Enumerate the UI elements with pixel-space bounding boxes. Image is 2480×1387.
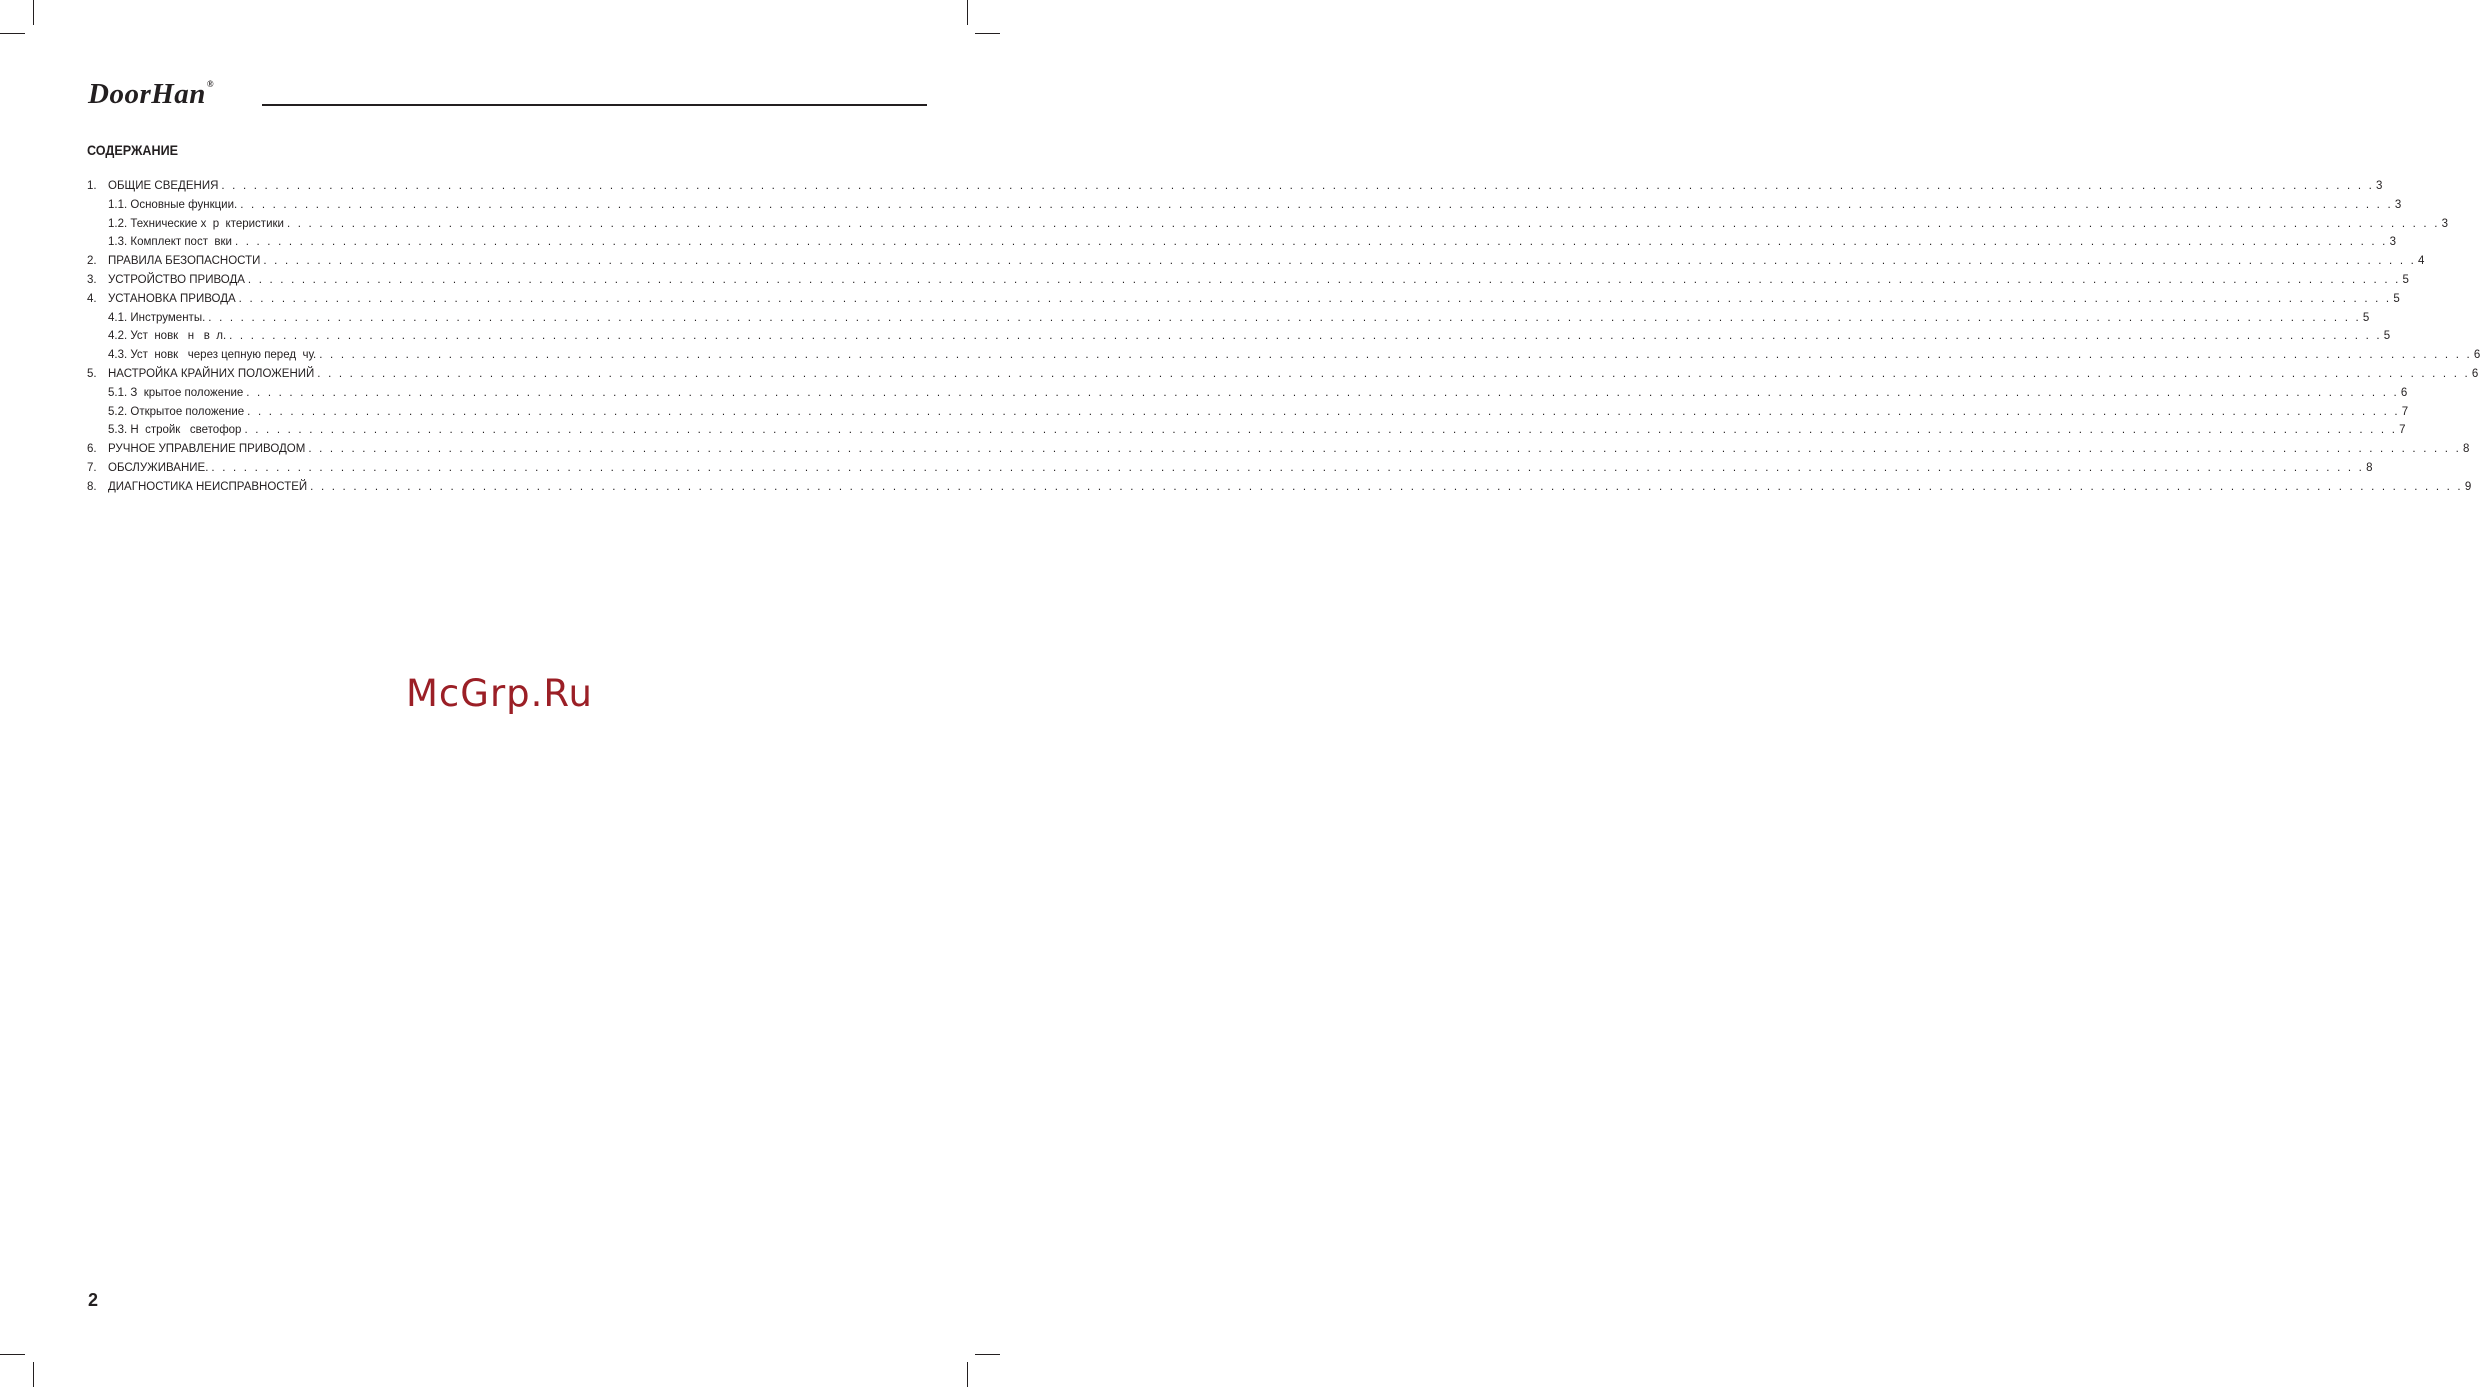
toc-entry-page: 7 (2399, 424, 2406, 437)
toc-entry-page: 5 (2402, 273, 2409, 286)
toc-entry[interactable] (87, 233, 2396, 252)
toc-entry-page: 9 (2464, 480, 2472, 493)
toc-entry[interactable] (87, 177, 2383, 196)
toc-entry-label: ДИАГНОСТИКА НЕИСПРАВНОСТЕЙ (108, 480, 308, 493)
toc-entry-page: 6 (2473, 349, 2480, 362)
toc-entry-page: 3 (2376, 180, 2383, 192)
toc-leader-dots: . . . . . . . . . . . . . . . . . . . . . . . . . . . . . . . . . . . . . . . . . . . . . . . . . . . . . . . . . . . . . . . . . . . . . . . . . . . . . . . . . . . . . . . . . . . . . . . . . . . . . . . . . . . . . . . . . . . . . . . . . . . . . . . . . . . . . . . . . . . . . . . . . . . . . . . . . . . . . . . . . . . . . . . . . . . . . . . . . . . . . . . . . . . . . . . . . . . . . . . . (234, 236, 2388, 249)
toc-leader-dots: . . . . . . . . . . . . . . . . . . . . . . . . . . . . . . . . . . . . . . . . . . . . . . . . . . . . . . . . . . . . . . . . . . . . . . . . . . . . . . . . . . . . . . . . . . . . . . . . . . . . . . . . . . . . . . . . . . . . . . . . . . . . . . . . . . . . . . . . . . . . . . . . . . . . . . . . . . . . . . . . . . . . . . . . . . . . . . . . . . . . . . . . . . . . . . . . . . . . . . . . (238, 292, 2392, 305)
toc-title: СОДЕРЖАНИЕ (87, 142, 179, 158)
toc-entry[interactable] (87, 365, 2479, 384)
toc-leader-dots: . . . . . . . . . . . . . . . . . . . . . . . . . . . . . . . . . . . . . . . . . . . . . . . . . . . . . . . . . . . . . . . . . . . . . . . . . . . . . . . . . . . . . . . . . . . . . . . . . . . . . . . . . . . . . . . . . . . . . . . . . . . . . . . . . . . . . . . . . . . . . . . . . . . . . . . . . . . . . . . . . . . . . . . . . . . . . . . . . . . . . . . . . . . . . . . . . . . . . . . . (208, 311, 2361, 324)
toc-entry[interactable] (87, 346, 2480, 365)
toc-leader-dots: . . . . . . . . . . . . . . . . . . . . . . . . . . . . . . . . . . . . . . . . . . . . . . . . . . . . . . . . . . . . . . . . . . . . . . . . . . . . . . . . . . . . . . . . . . . . . . . . . . . . . . . . . . . . . . . . . . . . . . . . . . . . . . . . . . . . . . . . . . . . . . . . . . . . . . . . . . . . . . . . . . . . . . . . . . . . . . . . . . . . . . . . . . . . . . . . . . . . . . . . (308, 443, 2461, 456)
toc-entry-page: 5 (2362, 311, 2370, 324)
toc-entry[interactable] (87, 478, 2472, 497)
toc-entry-number: 8. (87, 480, 97, 493)
crop-mark-top-left-h (0, 33, 25, 34)
toc-entry[interactable] (87, 309, 2370, 328)
toc-entry-number: 4. (87, 292, 97, 305)
toc-entry-page: 4 (2418, 255, 2425, 268)
toc-leader-dots: . . . . . . . . . . . . . . . . . . . . . . . . . . . . . . . . . . . . . . . . . . . . . . . . . . . . . . . . . . . . . . . . . . . . . . . . . . . . . . . . . . . . . . . . . . . . . . . . . . . . . . . . . . . . . . . . . . . . . . . . . . . . . . . . . . . . . . . . . . . . . . . . . . . . . . . . . . . . . . . . . . . . . . . . . . . . . . . . . . . . . . . . . . . . . . . . . . . . . . . . (240, 198, 2393, 211)
toc-leader-dots: . . . . . . . . . . . . . . . . . . . . . . . . . . . . . . . . . . . . . . . . . . . . . . . . . . . . . . . . . . . . . . . . . . . . . . . . . . . . . . . . . . . . . . . . . . . . . . . . . . . . . . . . . . . . . . . . . . . . . . . . . . . . . . . . . . . . . . . . . . . . . . . . . . . . . . . . . . . . . . . . . . . . . . . . . . . . . . . . . . . . . . . . . . . . . . . . . . . . . . . . (247, 273, 2401, 286)
toc-entry-label: 4.1. Инструменты. (108, 311, 206, 324)
toc-entry-number: 3. (87, 273, 97, 286)
toc-entry[interactable] (87, 421, 2406, 440)
toc-entry[interactable] (87, 403, 2409, 422)
registered-mark: ® (206, 79, 215, 89)
toc-entry-label: 5.1. З крытое положение (108, 386, 244, 399)
crop-mark-top-right (967, 0, 968, 25)
toc-leader-dots: . . . . . . . . . . . . . . . . . . . . . . . . . . . . . . . . . . . . . . . . . . . . . . . . . . . . . . . . . . . . . . . . . . . . . . . . . . . . . . . . . . . . . . . . . . . . . . . . . . . . . . . . . . . . . . . . . . . . . . . . . . . . . . . . . . . . . . . . . . . . . . . . . . . . . . . . . . . . . . . . . . . . . . . . . . . . . . . . . . . . . . . . . . . . . . . . . . . . . . . . (319, 349, 2472, 362)
toc-entry-label: УСТРОЙСТВО ПРИВОДА (108, 273, 245, 286)
crop-mark-top-left (33, 0, 34, 25)
toc-leader-dots: . . . . . . . . . . . . . . . . . . . . . . . . . . . . . . . . . . . . . . . . . . . . . . . . . . . . . . . . . . . . . . . . . . . . . . . . . . . . . . . . . . . . . . . . . . . . . . . . . . . . . . . . . . . . . . . . . . . . . . . . . . . . . . . . . . . . . . . . . . . . . . . . . . . . . . . . . . . . . . . . . . . . . . . . . . . . . . . . . . . . . . . . . . . . . . . . . . . . . . . . (286, 217, 2440, 230)
toc-entry-label: ПРАВИЛА БЕЗОПАСНОСТИ (108, 255, 261, 268)
toc-entry-page: 8 (2462, 443, 2470, 456)
toc-entry-label: 1.2. Технические х р ктеристики (108, 217, 284, 230)
toc-entry-label: УСТАНОВКА ПРИВОДА (108, 292, 236, 305)
toc-entry[interactable] (87, 271, 2409, 290)
toc-entry-label: 4.3. Уст новк через цепную перед чу. (108, 349, 317, 362)
toc-entry-label: ОБСЛУЖИВАНИЕ. (108, 461, 209, 474)
toc-entry-number: 2. (87, 255, 97, 268)
toc-entry[interactable] (87, 384, 2408, 403)
logo-text: DoorHan (88, 78, 206, 110)
toc-entry[interactable] (87, 196, 2402, 215)
crop-mark-bottom-right-h (975, 1354, 1000, 1355)
toc-entry-label: 5.2. Открытое положение (108, 405, 245, 418)
toc-leader-dots: . . . . . . . . . . . . . . . . . . . . . . . . . . . . . . . . . . . . . . . . . . . . . . . . . . . . . . . . . . . . . . . . . . . . . . . . . . . . . . . . . . . . . . . . . . . . . . . . . . . . . . . . . . . . . . . . . . . . . . . . . . . . . . . . . . . . . . . . . . . . . . . . . . . . . . . . . . . . . . . . . . . . . . . . . . . . . . . . . . . . . . . . . . . . . . . . . . . . . . . . (221, 180, 2375, 192)
toc-entry-label: 1.1. Основные функции. (108, 198, 238, 211)
toc-entry-label: 1.3. Комплект пост вки (108, 236, 232, 249)
toc-entry[interactable] (87, 459, 2373, 478)
toc-entry-label: 5.3. Н стройк светофор (108, 424, 242, 437)
toc-entry-page: 6 (2400, 386, 2408, 399)
toc-leader-dots: . . . . . . . . . . . . . . . . . . . . . . . . . . . . . . . . . . . . . . . . . . . . . . . . . . . . . . . . . . . . . . . . . . . . . . . . . . . . . . . . . . . . . . . . . . . . . . . . . . . . . . . . . . . . . . . . . . . . . . . . . . . . . . . . . . . . . . . . . . . . . . . . . . . . . . . . . . . . . . . . . . . . . . . . . . . . . . . . . . . . . . . . . . . . . . . . . . . . . . . . (229, 330, 2382, 343)
toc-entry-number: 7. (87, 461, 97, 474)
toc-entry-label: НАСТРОЙКА КРАЙНИХ ПОЛОЖЕНИЙ (108, 367, 315, 380)
toc-entry-page: 3 (2394, 198, 2402, 211)
toc-leader-dots: . . . . . . . . . . . . . . . . . . . . . . . . . . . . . . . . . . . . . . . . . . . . . . . . . . . . . . . . . . . . . . . . . . . . . . . . . . . . . . . . . . . . . . . . . . . . . . . . . . . . . . . . . . . . . . . . . . . . . . . . . . . . . . . . . . . . . . . . . . . . . . . . . . . . . . . . . . . . . . . . . . . . . . . . . . . . . . . . . . . . . . . . . . . . . . . . . . . . . . . . (246, 386, 2399, 399)
toc-entry-page: 3 (2389, 236, 2396, 249)
toc-entry-page: 6 (2471, 367, 2479, 380)
toc-entry-label: РУЧНОЕ УПРАВЛЕНИЕ ПРИВОДОМ (108, 443, 306, 456)
toc-entry-number: 5. (87, 367, 97, 380)
toc-leader-dots: . . . . . . . . . . . . . . . . . . . . . . . . . . . . . . . . . . . . . . . . . . . . . . . . . . . . . . . . . . . . . . . . . . . . . . . . . . . . . . . . . . . . . . . . . . . . . . . . . . . . . . . . . . . . . . . . . . . . . . . . . . . . . . . . . . . . . . . . . . . . . . . . . . . . . . . . . . . . . . . . . . . . . . . . . . . . . . . . . . . . . . . . . . . . . . . . . . . . . . . . (244, 424, 2398, 437)
toc-entry[interactable] (87, 252, 2425, 271)
crop-mark-bottom-left (33, 1362, 34, 1387)
crop-mark-bottom-left-h (0, 1354, 25, 1355)
toc-entry-label: ОБЩИЕ СВЕДЕНИЯ (108, 180, 219, 192)
toc-leader-dots: . . . . . . . . . . . . . . . . . . . . . . . . . . . . . . . . . . . . . . . . . . . . . . . . . . . . . . . . . . . . . . . . . . . . . . . . . . . . . . . . . . . . . . . . . . . . . . . . . . . . . . . . . . . . . . . . . . . . . . . . . . . . . . . . . . . . . . . . . . . . . . . . . . . . . . . . . . . . . . . . . . . . . . . . . . . . . . . . . . . . . . . . . . . . . . . . . . . . . . . . (263, 255, 2417, 268)
toc-leader-dots: . . . . . . . . . . . . . . . . . . . . . . . . . . . . . . . . . . . . . . . . . . . . . . . . . . . . . . . . . . . . . . . . . . . . . . . . . . . . . . . . . . . . . . . . . . . . . . . . . . . . . . . . . . . . . . . . . . . . . . . . . . . . . . . . . . . . . . . . . . . . . . . . . . . . . . . . . . . . . . . . . . . . . . . . . . . . . . . . . . . . . . . . . . . . . . . . . . . . . . . . (317, 367, 2470, 380)
toc-leader-dots: . . . . . . . . . . . . . . . . . . . . . . . . . . . . . . . . . . . . . . . . . . . . . . . . . . . . . . . . . . . . . . . . . . . . . . . . . . . . . . . . . . . . . . . . . . . . . . . . . . . . . . . . . . . . . . . . . . . . . . . . . . . . . . . . . . . . . . . . . . . . . . . . . . . . . . . . . . . . . . . . . . . . . . . . . . . . . . . . . . . . . . . . . . . . . . . . . . . . . . . . (211, 461, 2365, 474)
toc-entry[interactable] (87, 327, 2391, 346)
toc-entry[interactable] (87, 440, 2470, 459)
watermark: McGrp.Ru (406, 672, 593, 715)
toc-leader-dots: . . . . . . . . . . . . . . . . . . . . . . . . . . . . . . . . . . . . . . . . . . . . . . . . . . . . . . . . . . . . . . . . . . . . . . . . . . . . . . . . . . . . . . . . . . . . . . . . . . . . . . . . . . . . . . . . . . . . . . . . . . . . . . . . . . . . . . . . . . . . . . . . . . . . . . . . . . . . . . . . . . . . . . . . . . . . . . . . . . . . . . . . . . . . . . . . . . . . . . . . (247, 405, 2400, 418)
toc-entry-page: 5 (2383, 330, 2391, 343)
toc-entry-page: 5 (2393, 292, 2400, 305)
crop-mark-top-right-h (975, 33, 1000, 34)
crop-mark-bottom-right (967, 1362, 968, 1387)
toc-entry-page: 3 (2441, 217, 2448, 230)
page-number: 2 (88, 1290, 99, 1310)
table-of-contents (87, 177, 2480, 497)
toc-entry-label: 4.2. Уст новк н в л. (108, 330, 227, 343)
toc-entry-page: 7 (2401, 405, 2409, 418)
toc-entry-number: 1. (87, 180, 97, 192)
toc-entry[interactable] (87, 290, 2400, 309)
doorhan-logo (88, 80, 214, 109)
toc-entry[interactable] (87, 215, 2448, 234)
toc-entry-page: 8 (2366, 461, 2373, 474)
toc-leader-dots: . . . . . . . . . . . . . . . . . . . . . . . . . . . . . . . . . . . . . . . . . . . . . . . . . . . . . . . . . . . . . . . . . . . . . . . . . . . . . . . . . . . . . . . . . . . . . . . . . . . . . . . . . . . . . . . . . . . . . . . . . . . . . . . . . . . . . . . . . . . . . . . . . . . . . . . . . . . . . . . . . . . . . . . . . . . . . . . . . . . . . . . . . . . . . . . . . . . . . . . . (310, 480, 2463, 493)
header-rule (262, 104, 927, 106)
toc-entry-number: 6. (87, 443, 97, 456)
